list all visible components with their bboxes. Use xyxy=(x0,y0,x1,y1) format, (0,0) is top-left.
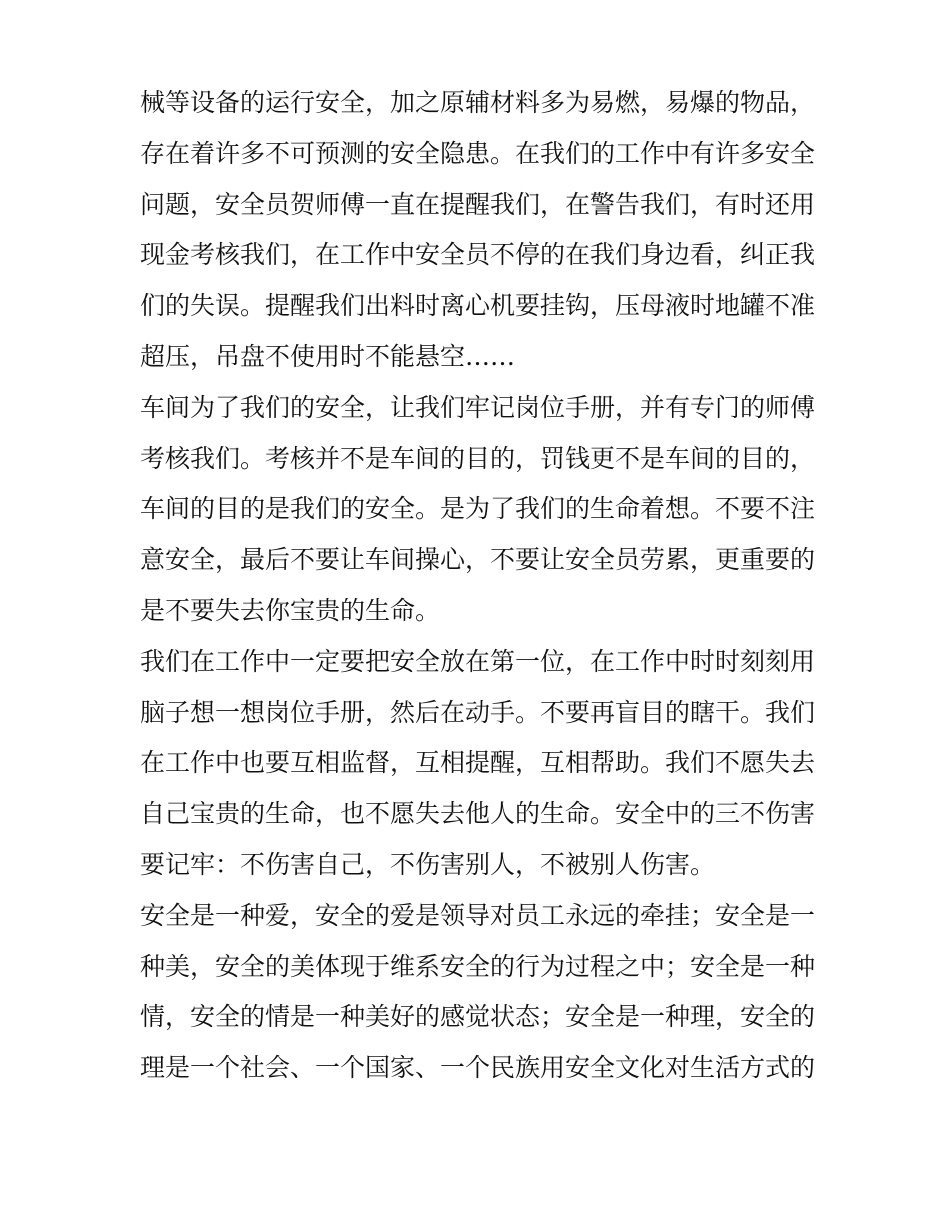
text-line: 考核我们。考核并不是车间的目的，罚钱更不是车间的目的， xyxy=(140,443,816,473)
text-line: 自己宝贵的生命，也不愿失去他人的生命。安全中的三不伤害 xyxy=(140,799,816,829)
text-line: 现金考核我们，在工作中安全员不停的在我们身边看，纠正我 xyxy=(140,240,816,270)
text-line: 在工作中也要互相监督，互相提醒，互相帮助。我们不愿失去 xyxy=(140,748,816,778)
text-line: 们的失误。提醒我们出料时离心机要挂钩，压母液时地罐不准 xyxy=(140,291,816,321)
text-line: 超压，吊盘不使用时不能悬空…… xyxy=(140,341,516,371)
text-line: 意安全，最后不要让车间操心，不要让安全员劳累，更重要的 xyxy=(140,545,816,575)
text-line: 车间的目的是我们的安全。是为了我们的生命着想。不要不注 xyxy=(140,494,816,524)
text-line: 存在着许多不可预测的安全隐患。在我们的工作中有许多安全 xyxy=(140,138,816,168)
text-line: 车间为了我们的安全，让我们牢记岗位手册，并有专门的师傅 xyxy=(140,392,816,422)
text-line: 情，安全的情是一种美好的感觉状态；安全是一种理，安全的 xyxy=(140,1002,816,1032)
text-line: 脑子想一想岗位手册，然后在动手。不要再盲目的瞎干。我们 xyxy=(140,697,816,727)
text-line: 安全是一种爱，安全的爱是领导对员工永远的牵挂；安全是一 xyxy=(140,900,816,930)
text-line: 种美，安全的美体现于维系安全的行为过程之中；安全是一种 xyxy=(140,951,816,981)
text-line: 械等设备的运行安全，加之原辅材料多为易燃，易爆的物品， xyxy=(140,88,816,117)
body-text xyxy=(140,78,830,1094)
text-line: 我们在工作中一定要把安全放在第一位，在工作中时时刻刻用 xyxy=(140,646,816,676)
text-line: 是不要失去你宝贵的生命。 xyxy=(140,595,441,625)
text-line: 理是一个社会、一个国家、一个民族用安全文化对生活方式的 xyxy=(140,1053,816,1083)
text-line: 要记牢：不伤害自己，不伤害别人，不被别人伤害。 xyxy=(140,849,716,879)
text-line: 问题，安全员贺师傅一直在提醒我们，在警告我们，有时还用 xyxy=(140,189,816,219)
